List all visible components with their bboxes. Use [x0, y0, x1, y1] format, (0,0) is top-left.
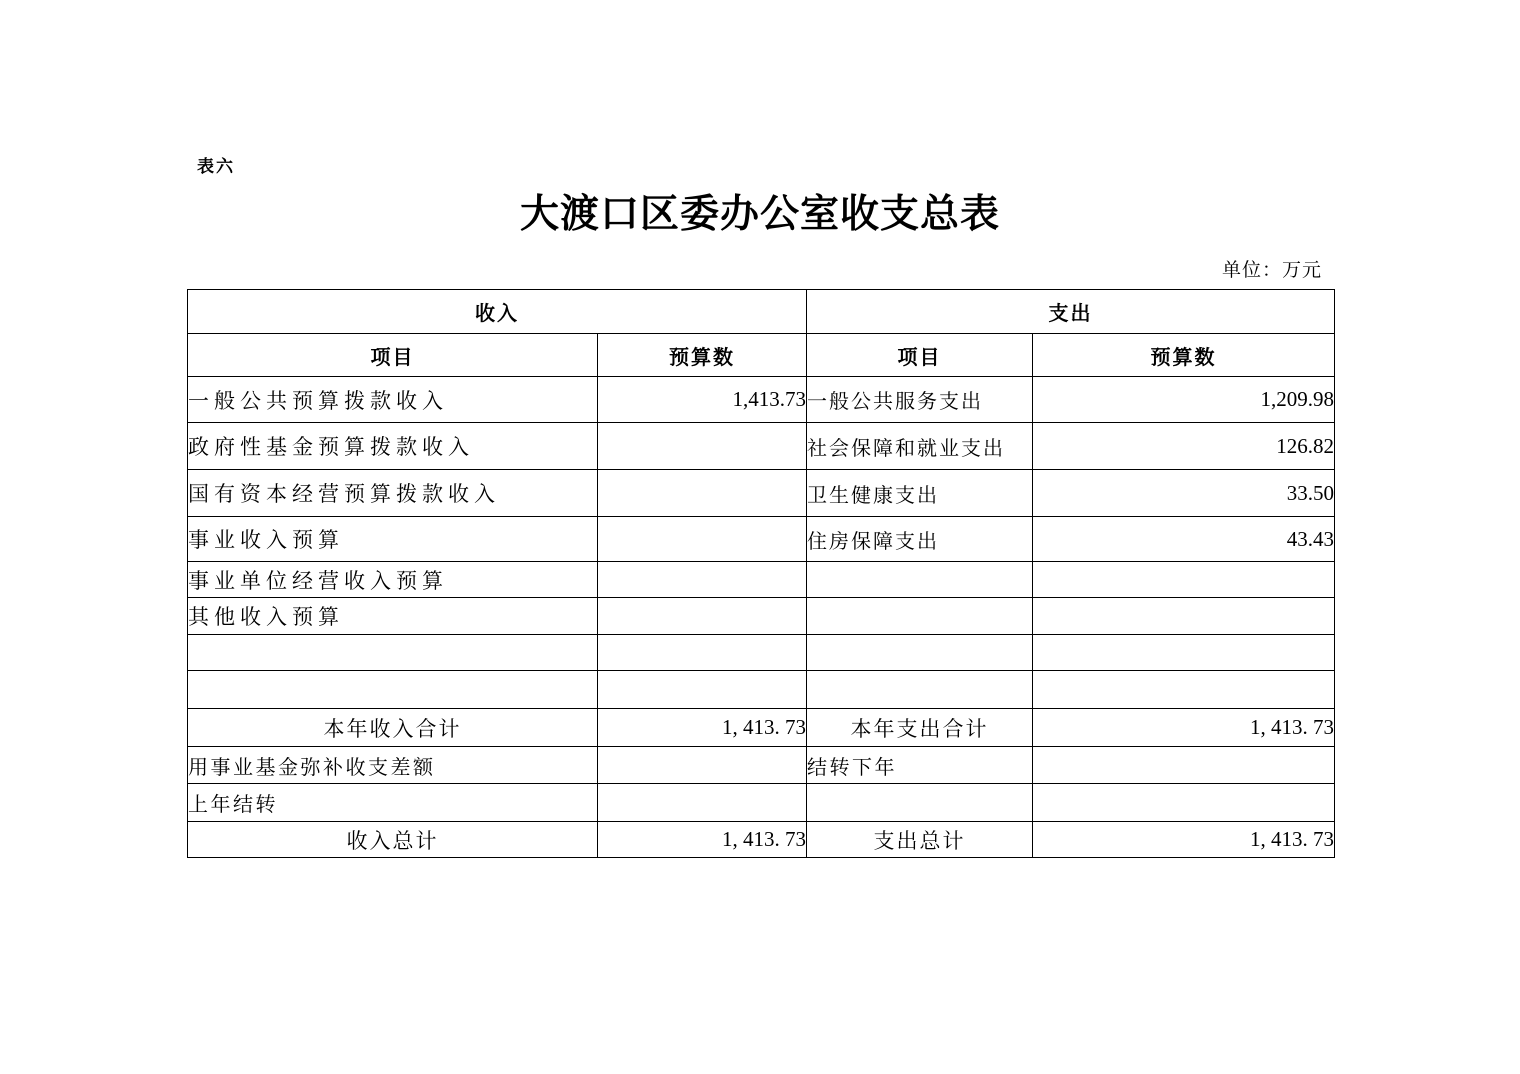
expense-value-cell: 126.82 [1033, 423, 1335, 470]
income-subtotal-value: 1, 413. 73 [598, 709, 807, 747]
expense-value-cell [1033, 635, 1335, 671]
income-value-cell [598, 747, 807, 784]
expense-value-cell [1033, 598, 1335, 635]
income-value-cell [598, 671, 807, 709]
table-row [188, 517, 1335, 562]
expense-value-cell: 1,209.98 [1033, 377, 1335, 423]
expense-item-cell [807, 635, 1033, 671]
income-item-cell: 事业单位经营收入预算 [188, 562, 598, 598]
table-row [188, 423, 1335, 470]
table-row [188, 470, 1335, 517]
expense-total-value: 1, 413. 73 [1033, 822, 1335, 858]
expense-value-cell [1033, 747, 1335, 784]
income-item-cell: 用事业基金弥补收支差额 [188, 747, 598, 784]
column-header-row [188, 334, 1335, 377]
expense-budget-header: 预算数 [1033, 334, 1335, 377]
income-item-cell: 其他收入预算 [188, 598, 598, 635]
expense-subtotal-value: 1, 413. 73 [1033, 709, 1335, 747]
income-total-label: 收入总计 [188, 822, 598, 858]
expense-value-cell [1033, 671, 1335, 709]
income-item-header: 项目 [188, 334, 598, 377]
income-subtotal-label: 本年收入合计 [188, 709, 598, 747]
table-row [188, 671, 1335, 709]
income-value-cell [598, 423, 807, 470]
section-header-row [188, 290, 1335, 334]
adjustment-row [188, 747, 1335, 784]
expense-value-cell [1033, 562, 1335, 598]
income-value-cell [598, 784, 807, 822]
expense-total-label: 支出总计 [807, 822, 1033, 858]
income-item-cell: 上年结转 [188, 784, 598, 822]
expense-value-cell: 43.43 [1033, 517, 1335, 562]
income-value-cell [598, 517, 807, 562]
expense-item-header: 项目 [807, 334, 1033, 377]
expense-item-cell [807, 784, 1033, 822]
expense-value-cell: 33.50 [1033, 470, 1335, 517]
table-row [188, 635, 1335, 671]
income-item-cell [188, 671, 598, 709]
income-item-cell [188, 635, 598, 671]
income-value-cell [598, 562, 807, 598]
expense-subtotal-label: 本年支出合计 [807, 709, 1033, 747]
expense-item-cell: 住房保障支出 [807, 517, 1033, 562]
carryover-row [188, 784, 1335, 822]
budget-table [187, 289, 1335, 858]
expense-item-cell: 结转下年 [807, 747, 1033, 784]
expense-item-cell: 社会保障和就业支出 [807, 423, 1033, 470]
income-value-cell [598, 598, 807, 635]
income-item-cell: 一般公共预算拨款收入 [188, 377, 598, 423]
table-row [188, 562, 1335, 598]
income-item-cell: 政府性基金预算拨款收入 [188, 423, 598, 470]
table-number-label: 表六 [197, 157, 235, 176]
expense-item-cell [807, 562, 1033, 598]
income-item-cell: 事业收入预算 [188, 517, 598, 562]
income-item-cell: 国有资本经营预算拨款收入 [188, 470, 598, 517]
income-value-cell: 1,413.73 [598, 377, 807, 423]
table-row [188, 598, 1335, 635]
table-row [188, 377, 1335, 423]
expense-value-cell [1033, 784, 1335, 822]
expense-item-cell [807, 671, 1033, 709]
subtotal-row [188, 709, 1335, 747]
expense-item-cell [807, 598, 1033, 635]
income-value-cell [598, 470, 807, 517]
income-total-value: 1, 413. 73 [598, 822, 807, 858]
expense-section-header: 支出 [807, 290, 1335, 334]
expense-item-cell: 卫生健康支出 [807, 470, 1033, 517]
expense-item-cell: 一般公共服务支出 [807, 377, 1033, 423]
unit-note: 单位：万元 [1221, 260, 1322, 281]
income-value-cell [598, 635, 807, 671]
grand-total-row [188, 822, 1335, 858]
income-budget-header: 预算数 [598, 334, 807, 377]
income-section-header: 收入 [188, 290, 807, 334]
page-title: 大渡口区委办公室收支总表 [519, 193, 1000, 236]
